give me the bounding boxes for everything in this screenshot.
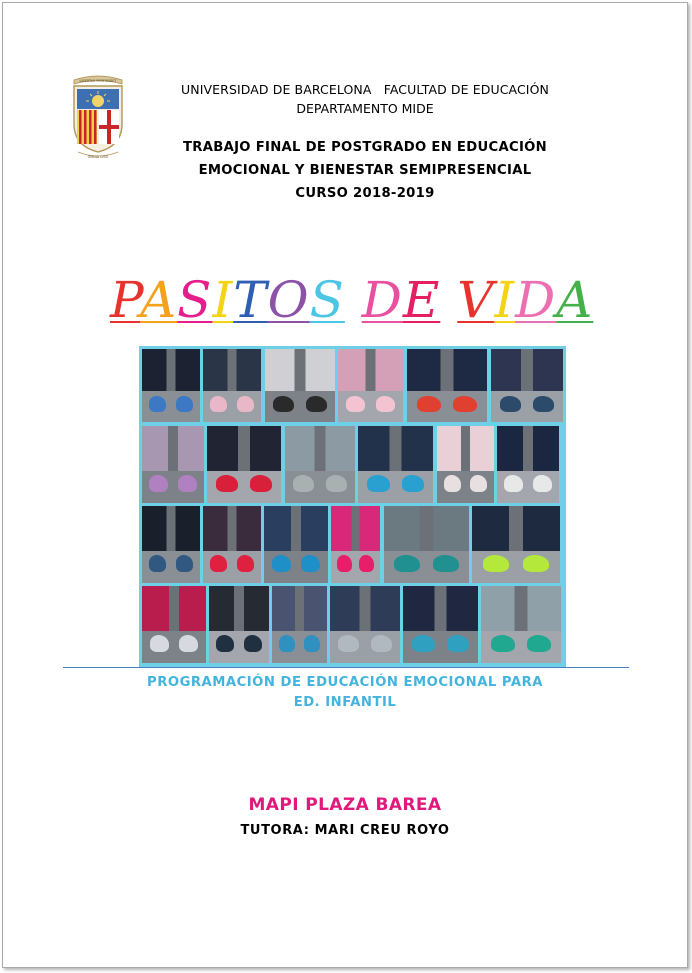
title-letter [440, 271, 457, 329]
shoe-photo [142, 349, 200, 422]
crest-motto-bottom: OMNIA LVCE [87, 155, 109, 159]
shoe-photo [285, 426, 355, 503]
shoe-photo [358, 426, 433, 503]
shoe-photo [497, 426, 559, 503]
shoe-photo [209, 586, 269, 663]
university-name: UNIVERSIDAD DE BARCELONA FACULTAD DE EDUCACIÓN [181, 82, 549, 97]
title-letter: A [140, 271, 178, 329]
title-letter: D [361, 271, 403, 329]
shoe-photo [142, 426, 204, 503]
subtitle-line2: ED. INFANTIL [293, 695, 397, 710]
shoe-photo [338, 349, 403, 422]
shoe-photo [203, 349, 261, 422]
title-letter: V [457, 271, 495, 329]
shoe-photo [272, 586, 327, 663]
shoe-photo [265, 349, 335, 422]
shoe-photo [330, 586, 400, 663]
shoe-photo [331, 506, 380, 583]
shoe-photo [481, 586, 561, 663]
title-letter: S [309, 271, 345, 329]
shoe-photo [437, 426, 494, 503]
title-letter: D [515, 271, 557, 329]
shoe-photo [264, 506, 328, 583]
shoe-photo [472, 506, 560, 583]
divider-line [63, 667, 629, 668]
title-letter: S [177, 271, 213, 329]
title-letter: A [556, 271, 594, 329]
shoe-photo [142, 586, 206, 663]
crest-motto-top: LIBERTAS PERFVNDET [79, 79, 117, 83]
university-crest-icon [68, 72, 128, 160]
title-letter: E [402, 271, 441, 329]
shoe-photo [142, 506, 200, 583]
author-name: MAPI PLAZA BAREA [248, 795, 442, 815]
title-letter [345, 271, 362, 329]
title-letter: I [212, 271, 234, 329]
program-title-line1: TRABAJO FINAL DE POSTGRADO EN EDUCACIÓN [182, 140, 548, 155]
title-letter: P [110, 271, 141, 329]
shoe-photo [203, 506, 261, 583]
title-letter: T [233, 271, 268, 329]
shoe-photo [207, 426, 281, 503]
shoe-photo [491, 349, 563, 422]
title-letter: I [494, 271, 516, 329]
department-name: DEPARTAMENTO MIDE [296, 101, 434, 116]
shoe-photo [384, 506, 469, 583]
course-year: CURSO 2018-2019 [295, 186, 435, 201]
subtitle-line1: PROGRAMACIÓN DE EDUCACIÓN EMOCIONAL PARA [147, 675, 543, 690]
children-shoes-photo-collage [139, 346, 566, 668]
shoe-photo [407, 349, 487, 422]
document-title [110, 270, 594, 330]
shoe-photo [403, 586, 478, 663]
program-title-line2: EMOCIONAL Y BIENESTAR SEMIPRESENCIAL [198, 163, 532, 178]
title-letter: O [267, 271, 310, 329]
tutor-name: TUTORA: MARI CREU ROYO [240, 823, 450, 838]
